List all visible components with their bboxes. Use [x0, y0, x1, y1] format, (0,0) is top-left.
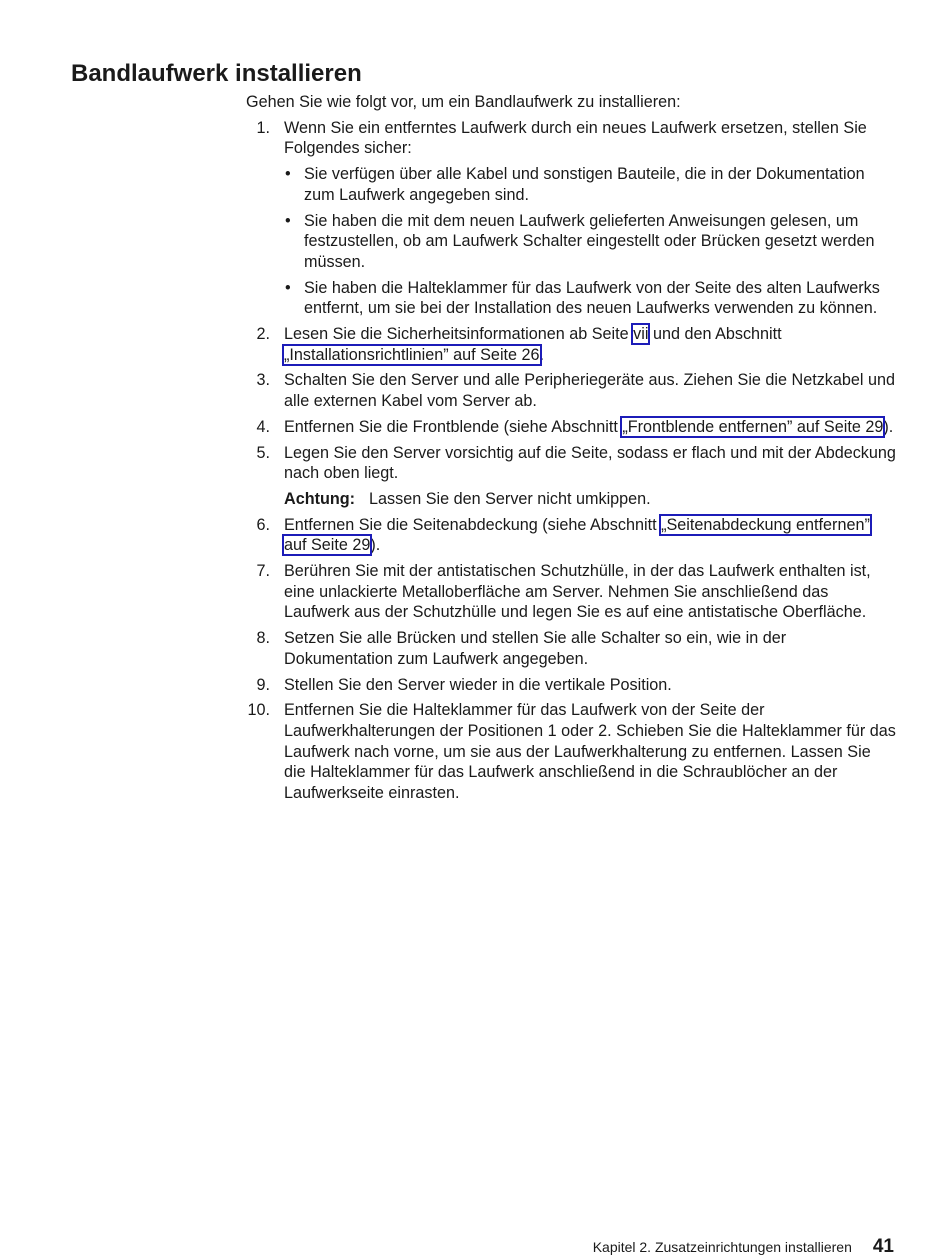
attention-text: Lassen Sie den Server nicht umkippen. — [369, 489, 651, 508]
bullet-icon: • — [285, 165, 291, 184]
step-text: Legen Sie den Server vorsichtig auf die Seite, sodass er flach und mit der Abdeckung nach oben liegt. — [284, 443, 896, 483]
remove-bezel-link[interactable]: „Frontblende entfernen” auf Seite 29 — [622, 417, 884, 436]
step-text: ). — [370, 536, 381, 555]
bullet-text: Sie haben die mit dem neuen Laufwerk gelieferten Anweisungen gelesen, um festzustellen, ob am Laufwerk Schalter eingestellt oder Brücken gesetzt werden müssen. — [304, 211, 875, 271]
bullet-item — [284, 278, 896, 319]
step-number: 3. — [256, 371, 270, 390]
bullet-icon: • — [285, 211, 291, 230]
bullet-text: Sie haben die Halteklammer für das Laufwerk von der Seite des alten Laufwerks entfernt, um sie bei der Installation des neuen Laufwerks verwenden zu können. — [304, 278, 880, 318]
step-10 — [246, 700, 896, 804]
step-8 — [246, 628, 896, 669]
step-number: 6. — [256, 515, 270, 534]
step-3 — [246, 370, 896, 411]
step-text: Stellen Sie den Server wieder in die vertikale Position. — [284, 675, 672, 694]
bullet-item — [284, 211, 896, 273]
step-text: Entfernen Sie die Halteklammer für das Laufwerk von der Seite der Laufwerkhalterungen der Positionen 1 oder 2. Schieben Sie die Halteklammer für das Laufwerk nach vorne, um sie aus der Laufwerkhalterung zu entfernen. Lassen Sie die Halteklammer für das Laufwerk anschließend in die Schraublöcher an der Laufwerkseite einrasten. — [284, 701, 896, 803]
page-footer — [593, 1236, 894, 1258]
step-text: und den Abschnitt — [648, 325, 782, 344]
step-text: Wenn Sie ein entferntes Laufwerk durch ein neues Laufwerk ersetzen, stellen Sie Folgendes sicher: — [284, 118, 867, 158]
installation-guidelines-link[interactable]: „Installationsrichtlinien” auf Seite 26 — [284, 345, 540, 364]
attention-label: Achtung: — [284, 489, 356, 508]
step-number: 2. — [256, 325, 270, 344]
chapter-title: Kapitel 2. Zusatzeinrichtungen installieren — [592, 1239, 852, 1255]
attention-note — [284, 489, 896, 510]
bullet-icon: • — [285, 278, 291, 297]
step-number: 9. — [256, 675, 270, 694]
step-4 — [246, 417, 896, 438]
step-1 — [246, 118, 896, 319]
step-6 — [246, 515, 896, 556]
step-9 — [246, 675, 896, 696]
step-2 — [246, 324, 896, 365]
step-text: Berühren Sie mit der antistatischen Schutzhülle, in der das Laufwerk enthalten ist, eine unlackierte Metalloberfläche am Server. Nehmen Sie anschließend das Laufwerk aus der Schutzhülle und legen Sie es auf eine antistatische Oberfläche. — [284, 562, 871, 622]
step-number: 7. — [256, 562, 270, 581]
safety-info-link[interactable]: vii — [633, 325, 649, 344]
step-text: . — [539, 345, 545, 364]
step-number: 8. — [256, 629, 270, 648]
bullet-text: Sie verfügen über alle Kabel und sonstigen Bauteile, die in der Dokumentation zum Laufwerk angegeben sind. — [304, 165, 865, 204]
step-number: 4. — [256, 417, 270, 436]
step-text: Schalten Sie den Server und alle Peripheriegeräte aus. Ziehen Sie die Netzkabel und alle externen Kabel vom Server ab. — [284, 371, 896, 411]
step-7 — [246, 561, 896, 623]
step-number: 1. — [256, 118, 270, 137]
step-text: Entfernen Sie die Frontblende (siehe Abschnitt — [284, 417, 623, 436]
procedure-body — [246, 92, 896, 809]
step-number: 5. — [256, 443, 270, 462]
page-title: Bandlaufwerk installieren — [71, 60, 362, 87]
step-text: ). — [883, 417, 894, 436]
intro-text: Gehen Sie wie folgt vor, um ein Bandlaufwerk zu installieren: — [246, 93, 681, 111]
step-number: 10. — [247, 701, 270, 720]
step-5 — [246, 443, 896, 510]
step-text: Setzen Sie alle Brücken und stellen Sie alle Schalter so ein, wie in der Dokumentation zum Laufwerk angegeben. — [284, 629, 787, 668]
remove-side-cover-link[interactable]: „Seitenabdeckung entfernen” auf Seite 29 — [284, 515, 870, 555]
step-text: Lesen Sie die Sicherheitsinformationen ab Seite — [284, 325, 634, 344]
prerequisite-list — [284, 164, 896, 319]
bullet-item — [284, 164, 896, 205]
page-number: 41 — [872, 1236, 894, 1257]
steps-list — [246, 118, 896, 804]
step-text: Entfernen Sie die Seitenabdeckung (siehe Abschnitt — [284, 515, 662, 534]
